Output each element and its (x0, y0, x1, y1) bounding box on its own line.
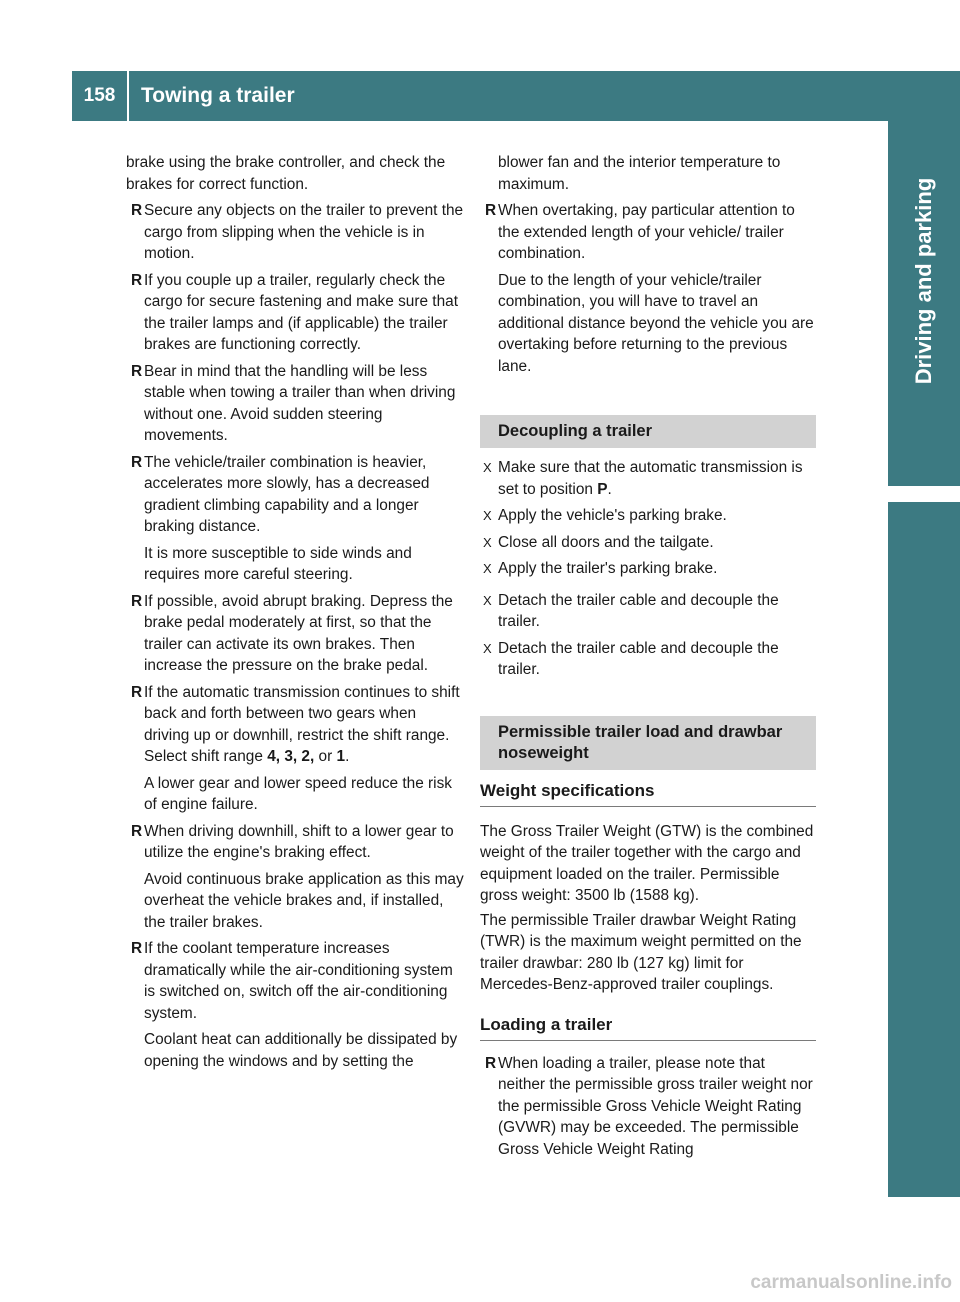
bullet-item (480, 200, 816, 265)
bullet-item (126, 452, 464, 538)
shift-range-one: 1 (336, 748, 346, 765)
bullet-item (126, 270, 464, 356)
bullet-text: Bear in mind that the handling will be less stable when towing a trailer than when driving without one. Avoid sudden steering movements. (144, 362, 456, 444)
bullet-note: Avoid continuous brake application as this may overheat the vehicle brakes and, if installed, the trailer brakes. (144, 870, 464, 931)
paragraph-continued: blower fan and the interior temperature to maximum. (498, 154, 781, 193)
step-text: Make sure that the automatic transmission is set to position (498, 459, 803, 498)
bullet-item (126, 361, 464, 447)
bullet-text: Secure any objects on the trailer to prevent the cargo from slipping when the vehicle is in motion. (144, 202, 464, 262)
bullet-item (126, 938, 464, 1024)
bullet-icon: R (131, 822, 143, 840)
step-text: Apply the vehicle's parking brake. (498, 507, 727, 524)
bullet-note: A lower gear and lower speed reduce the risk of engine failure. (144, 774, 452, 813)
watermark: carmanualsonline.info (750, 1272, 952, 1293)
bullet-icon: R (131, 592, 143, 610)
bullet-item (126, 821, 464, 864)
step-item (480, 558, 816, 580)
page-title: Towing a trailer (141, 84, 295, 107)
left-column (126, 152, 464, 1072)
section-heading-decoupling: Decoupling a trailer (480, 415, 816, 448)
bullet-icon: R (131, 453, 143, 471)
bullet-note: Due to the length of your vehicle/trailer combination, you will have to travel an additional distance beyond the vehicle you are overtaking before returning to the previous lane. (498, 271, 814, 375)
right-column (480, 152, 816, 1160)
bullet-item (480, 1053, 816, 1161)
step-item (480, 457, 816, 500)
bullet-text: The vehicle/trailer combination is heavier, accelerates more slowly, has a decreased gradient climbing capability and a longer braking distance. (144, 453, 430, 535)
step-text: Detach the trailer cable and decouple the trailer. (498, 591, 779, 630)
bullet-icon: R (131, 683, 143, 701)
step-text: Apply the trailer's parking brake. (498, 560, 718, 577)
paragraph-continued: brake using the brake controller, and check the brakes for correct function. (126, 154, 446, 193)
step-item (480, 505, 816, 527)
step-text: Close all doors and the tailgate. (498, 533, 714, 551)
step-text: Detach the trailer cable and decouple the trailer. (498, 639, 779, 678)
step-text-end: . (607, 480, 612, 498)
section-heading-permissible-load: Permissible trailer load and drawbar noseweight (480, 716, 816, 770)
bullet-item (126, 591, 464, 677)
bullet-text-or: or (314, 748, 337, 765)
bullet-text-end: . (345, 748, 350, 765)
page-header (72, 71, 888, 121)
bullet-icon: R (131, 940, 143, 957)
bullet-item (126, 200, 464, 265)
arrow-icon: X (483, 592, 492, 608)
bullet-icon: R (131, 362, 143, 380)
bullet-icon: R (485, 1054, 497, 1072)
side-tab-label: Driving and parking (911, 177, 936, 385)
arrow-icon: X (483, 460, 492, 475)
bullet-text: If possible, avoid abrupt braking. Depress the brake pedal moderately at first, so that the trailer can activate its own brakes. Then increase the pressure on the brake pedal. (144, 592, 453, 674)
page-number: 158 (83, 85, 116, 106)
bullet-note: Coolant heat can additionally be dissipated by opening the windows and by setting the (144, 1031, 458, 1070)
arrow-icon: X (483, 508, 492, 523)
bullet-text: When loading a trailer, please note that neither the permissible gross trailer weight nor the permissible Gross Vehicle Weight Rating (GVWR) may be exceeded. The permissible Gross Vehicle Weight Rating (498, 1054, 813, 1158)
step-item (480, 532, 816, 554)
bullet-text: If you couple up a trailer, regularly check the cargo for secure fastening and make sure that the trailer lamps and (if applicable) the trailer brakes are functioning correctly. (144, 271, 458, 353)
bullet-text: When driving downhill, shift to a lower gear to utilize the engine's braking effect. (144, 822, 454, 861)
step-item (480, 638, 816, 681)
weight-paragraph: The permissible Trailer drawbar Weight Rating (TWR) is the maximum weight permitted on the trailer drawbar: 280 lb (127 kg) limit for Mercedes-Benz-approved trailer couplings. (480, 911, 802, 993)
arrow-icon: X (483, 561, 492, 576)
side-tab-label-box (888, 71, 960, 491)
weight-paragraph: The Gross Trailer Weight (GTW) is the combined weight of the trailer together with the cargo and equipment loaded on the trailer. Permissible gross weight: 3500 lb (1588 kg). (480, 822, 814, 904)
bullet-text: If the automatic transmission continues to shift back and forth between two gears when driving up or downhill, restrict the shift range. Select shift range (144, 683, 460, 765)
gear-position-p: P (597, 480, 608, 498)
side-tab-gap (888, 486, 960, 502)
step-item (480, 590, 816, 633)
subheading-weight-specifications: Weight specifications (480, 780, 816, 807)
bullet-icon: R (131, 271, 143, 289)
bullet-text: When overtaking, pay particular attention to the extended length of your vehicle/ trailer combination. (498, 202, 795, 262)
subheading-loading-trailer: Loading a trailer (480, 1014, 816, 1041)
arrow-icon: X (483, 640, 492, 656)
bullet-text: If the coolant temperature increases dramatically while the air-conditioning system is switched on, switch off the air-conditioning system. (144, 940, 453, 1022)
bullet-note: It is more susceptible to side winds and requires more careful steering. (144, 544, 412, 583)
shift-range-values: 4, 3, 2, (267, 748, 315, 765)
bullet-icon: R (485, 202, 497, 219)
bullet-icon: R (131, 202, 143, 219)
bullet-item (126, 682, 464, 768)
arrow-icon: X (483, 534, 492, 550)
